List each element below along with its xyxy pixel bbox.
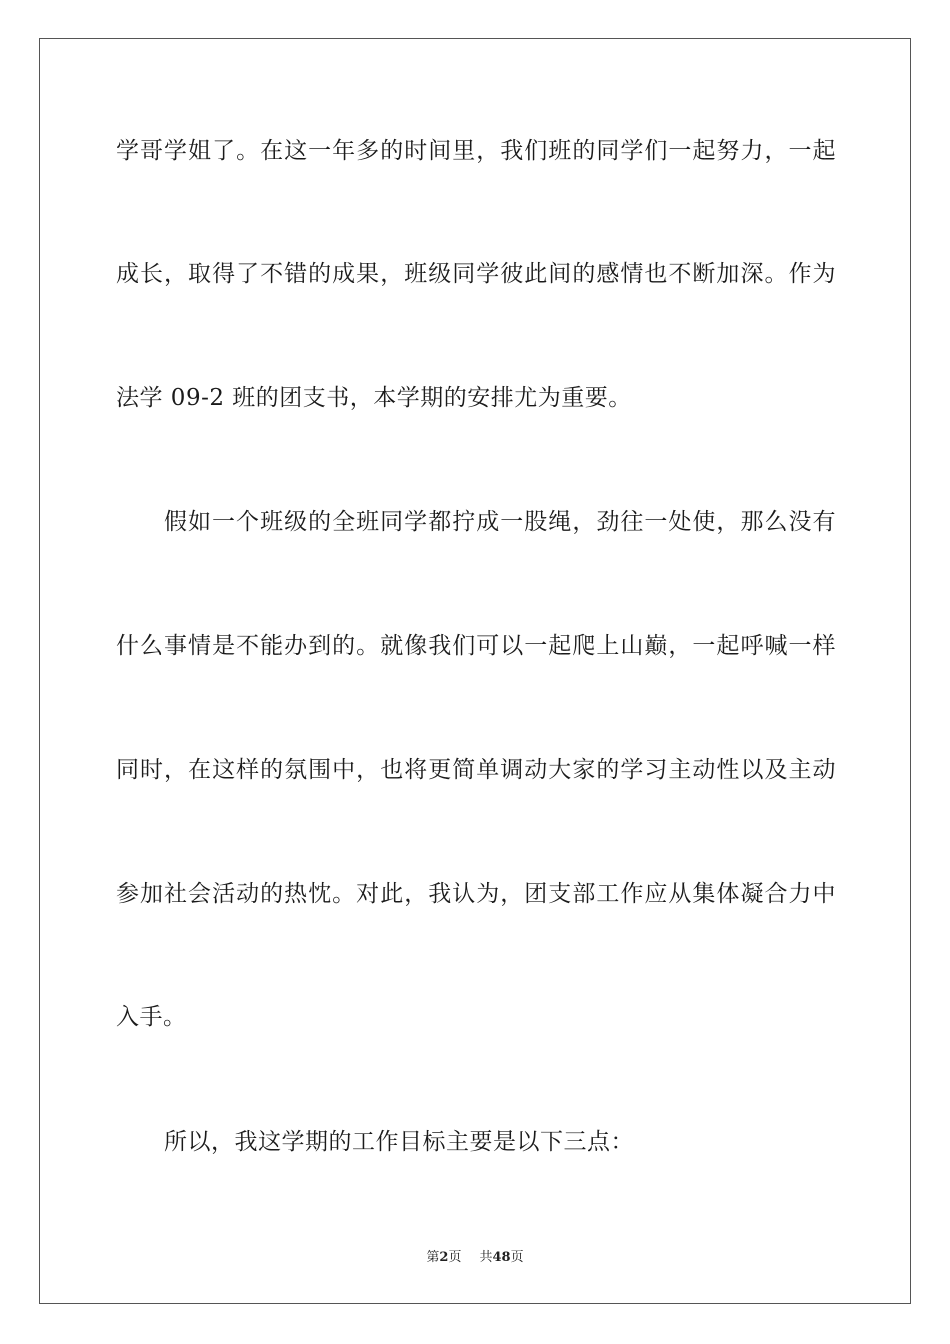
paragraph-line-1: 学哥学姐了。在这一年多的时间里，我们班的同学们一起努力，一起	[116, 138, 836, 164]
page-footer	[0, 1246, 950, 1265]
paragraph-line-8: 入手。	[116, 1004, 187, 1030]
paragraph-line-3: 法学 09-2 班的团支书，本学期的安排尤为重要。	[116, 385, 632, 411]
footer-total-suffix: 页	[510, 1250, 524, 1265]
footer-total-prefix: 共	[479, 1250, 493, 1265]
paragraph-line-4: 假如一个班级的全班同学都拧成一股绳，劲往一处使，那么没有	[164, 509, 836, 535]
paragraph-line-7: 参加社会活动的热忱。对此，我认为，团支部工作应从集体凝合力中	[116, 881, 836, 907]
paragraph-line-2: 成长，取得了不错的成果，班级同学彼此间的感情也不断加深。作为	[116, 261, 836, 287]
footer-total-pages: 48	[492, 1250, 511, 1265]
paragraph-line-9: 所以，我这学期的工作目标主要是以下三点：	[164, 1129, 634, 1155]
footer-page-suffix: 页	[448, 1250, 462, 1265]
footer-page-number: 2	[439, 1250, 449, 1265]
paragraph-line-6: 同时，在这样的氛围中，也将更简单调动大家的学习主动性以及主动	[116, 757, 836, 783]
page-border	[39, 38, 911, 1304]
footer-page-prefix: 第	[426, 1250, 440, 1265]
paragraph-line-5: 什么事情是不能办到的。就像我们可以一起爬上山巅，一起呼喊一样	[116, 633, 836, 659]
